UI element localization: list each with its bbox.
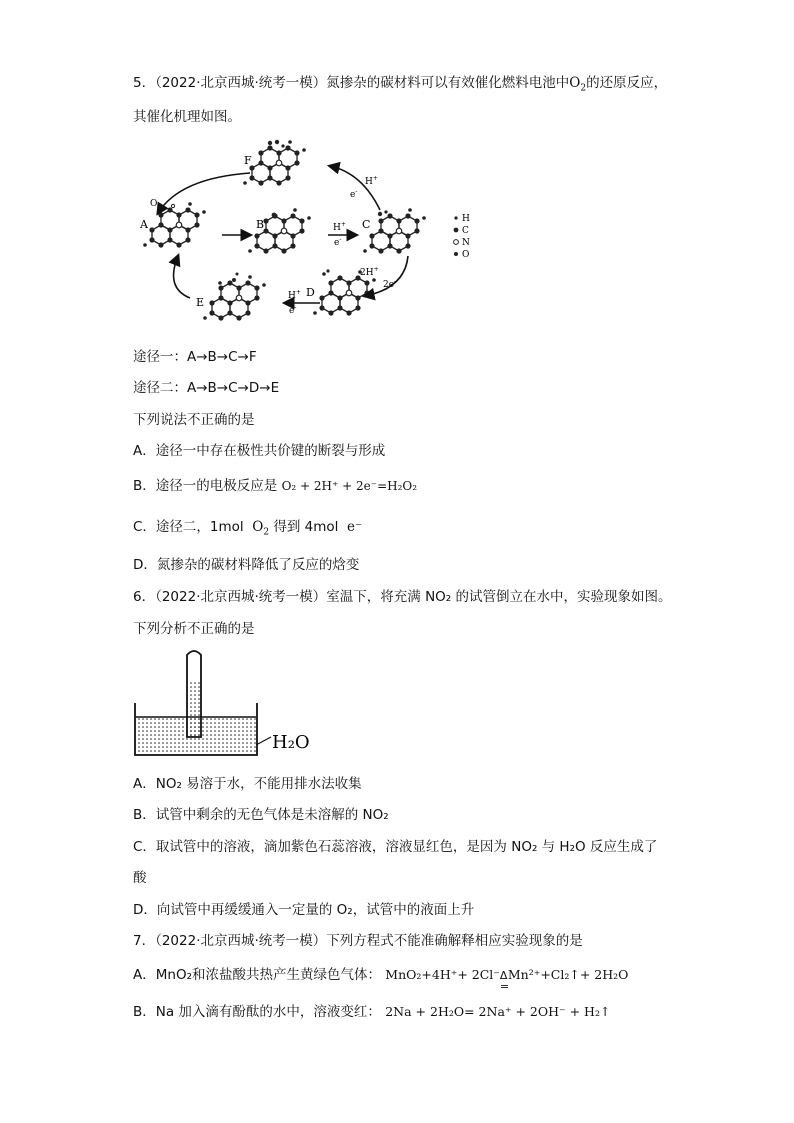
label-f: F: [244, 154, 252, 167]
q5-option-c-text: C．途径二，1mol: [133, 519, 244, 535]
q7-option-a-text: A．MnO₂和浓盐酸共热产生黄绿色气体：: [133, 967, 381, 983]
q5-stem-line2: 其催化机理如图。: [133, 109, 241, 125]
q6-option-c-line1: C．取试管中的溶液，滴加紫色石蕊溶液，溶液显红色，是因为 NO₂ 与 H₂O 反应生成了: [133, 839, 658, 855]
label-b: B: [256, 218, 265, 231]
label-cd-2e: 2e-: [383, 278, 397, 290]
q5-stem-line1: [133, 74, 667, 98]
o2-formula: $O_2$: [569, 75, 587, 94]
q5-option-b-equation: O₂ + 2H⁺ + 2e⁻=H₂O₂: [281, 479, 418, 493]
q7-option-b-text: B．Na 加入滴有酚酞的水中，溶液变红：: [133, 1004, 381, 1020]
label-e: E: [196, 296, 205, 309]
label-bc-e: e-: [334, 236, 342, 248]
legend-c: C: [462, 226, 469, 236]
q5-option-b-text: B．途径一的电极反应是: [133, 478, 278, 494]
legend-h: H: [462, 214, 470, 224]
h2o-label: H₂O: [272, 732, 310, 753]
q6-option-d: D．向试管中再缓缓通入一定量的 O₂，试管中的液面上升: [133, 902, 475, 918]
q5-option-a: A．途径一中存在极性共价键的断裂与形成: [133, 443, 386, 459]
q7-option-b: [133, 1003, 610, 1021]
q6-stem-line1: 6．（2022·北京西城·统考一模）室温下，将充满 NO₂ 的试管倒立在水中，实验现象如图。: [133, 589, 672, 605]
q5-path2: 途径二：A→B→C→D→E: [133, 380, 280, 396]
label-de-hplus: H+: [288, 289, 301, 301]
q6-option-c-line2: 酸: [133, 870, 147, 886]
q5-option-c-mid: 得到 4mol: [273, 519, 339, 535]
label-cd-2hplus: 2H+: [360, 266, 379, 278]
q5-option-c-o2: $O_2$: [252, 519, 270, 538]
q6-stem-line2: 下列分析不正确的是: [133, 621, 255, 637]
label-a: A: [140, 218, 148, 231]
legend-n: N: [462, 238, 470, 248]
label-de-e: e-: [289, 304, 297, 316]
label-bc-hplus: H+: [333, 221, 346, 233]
q5-stem-text-b: 的还原反应，: [586, 75, 668, 91]
q6-option-a: A．NO₂ 易溶于水，不能用排水法收集: [133, 776, 362, 792]
arrow-e-to-a: [174, 256, 190, 298]
q5-option-c-electron: e⁻: [347, 519, 363, 535]
molecule-f: [243, 140, 306, 185]
label-d: D: [306, 286, 315, 299]
molecule-c: [363, 208, 426, 253]
label-c: C: [362, 218, 371, 231]
q7-option-a-products: Mn²⁺+Cl₂↑+ 2H₂O: [507, 967, 629, 982]
diagram-legend: [454, 214, 470, 260]
label-cf-e: e-: [350, 188, 358, 200]
q5-option-b: [133, 477, 417, 495]
catalytic-mechanism-diagram: [140, 138, 480, 333]
q5-path1: 途径一：A→B→C→F: [133, 349, 257, 365]
label-cf-hplus: H+: [365, 175, 378, 187]
q7-option-a: A．MnO₂和浓盐酸共热产生黄绿色气体： MnO₂+4H⁺+ 2Cl⁻ Δ = Mn²⁺+Cl₂↑+ 2H₂O: [133, 967, 629, 993]
inverted-test-tube-diagram: [133, 645, 333, 757]
molecule-e: [203, 275, 266, 320]
q5-option-d: D．氮掺杂的碳材料降低了反应的焓变: [133, 557, 360, 573]
q7-stem: 7．（2022·北京西城·统考一模）下列方程式不能准确解释相应实验现象的是: [133, 933, 583, 949]
q7-option-a-reactants: MnO₂+4H⁺+ 2Cl⁻: [385, 967, 500, 982]
tube-liquid: [188, 682, 200, 737]
q5-stem-text-a: 5．（2022·北京西城·统考一模）氮掺杂的碳材料可以有效催化燃料电池中: [133, 75, 570, 91]
legend-o: O: [462, 250, 470, 260]
q5-option-c: [133, 518, 362, 542]
molecule-a: [143, 202, 206, 247]
heat-delta-symbol: Δ: [499, 969, 508, 982]
label-o2: $O_2$: [150, 199, 162, 210]
q6-option-b: B．试管中剩余的无色气体是未溶解的 NO₂: [133, 807, 389, 823]
q5-question: 下列说法不正确的是: [133, 412, 255, 428]
q7-option-b-equation: 2Na + 2H₂O= 2Na⁺ + 2OH⁻ + H₂↑: [385, 1004, 611, 1019]
